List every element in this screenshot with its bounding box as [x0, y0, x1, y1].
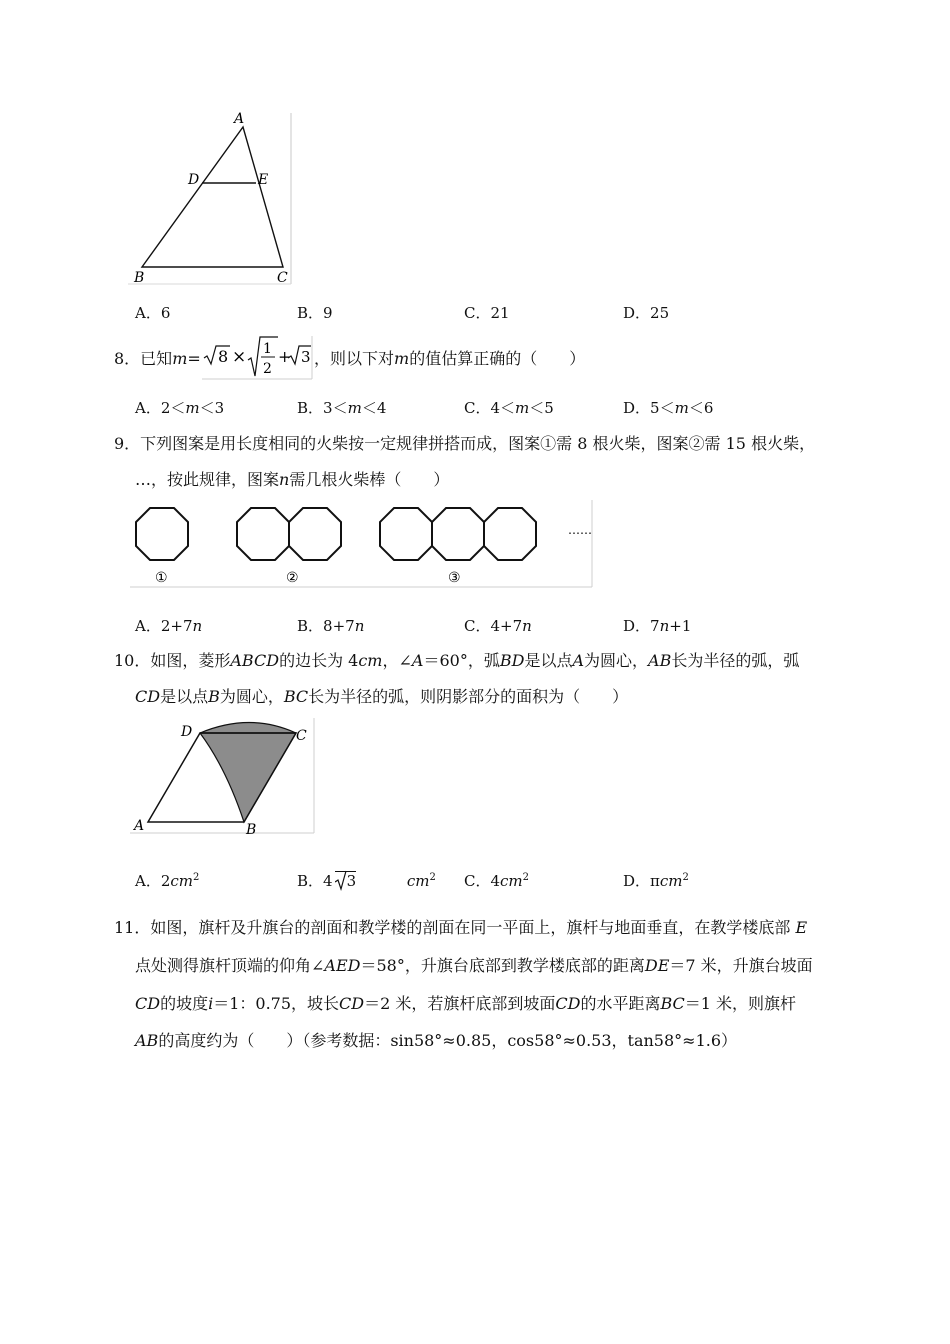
q8-stem: 8．已知m=	[114, 349, 201, 368]
q9-label-2: ②	[286, 570, 299, 586]
q11-stem-line4: AB的高度约为（ ）（参考数据：sin58°≈0.85，cos58°≈0.53，tan58°≈1.6）	[135, 1031, 738, 1050]
q7-option-a[interactable]: A．6	[135, 304, 171, 322]
q11-stem-line3: CD的坡度i＝1：0.75，坡长CD＝2 米，若旗杆底部到坡面CD的水平距离BC＝1 米，则旗杆	[135, 994, 797, 1013]
q9-option-c[interactable]: C．4+7n	[464, 617, 532, 635]
q9-dots: ……	[568, 523, 592, 537]
q9-octagon-3c	[484, 508, 536, 560]
q9-stem-line2: …，按此规律，图案n需几根火柴棒（ ）	[135, 470, 450, 489]
q9-option-d[interactable]: D．7n+1	[623, 617, 692, 635]
q9-octagon-1	[136, 508, 188, 560]
q9-octagon-2a	[237, 508, 289, 560]
q8-option-c[interactable]: C．4＜m＜5	[464, 399, 554, 417]
q9-octagon-3b	[432, 508, 484, 560]
q10-stem-line2: CD是以点B为圆心，BC长为半径的弧，则阴影部分的面积为（ ）	[135, 687, 629, 706]
q10-option-d[interactable]: D．πcm$^2$	[623, 872, 689, 890]
q10-option-c[interactable]: C．$4cm^2$	[464, 872, 530, 890]
q11-stem-line2: 点处测得旗杆顶端的仰角∠AED＝58°，升旗台底部到教学楼底部的距离DE＝7 米，升旗台坡面	[135, 956, 813, 975]
q10-shaded-region	[200, 723, 296, 823]
q7-label-c: C	[277, 270, 288, 286]
q7-label-a: A	[234, 111, 245, 127]
q7-triangle-figure	[128, 108, 298, 290]
q8-times: ×	[232, 347, 247, 367]
q10-rhombus-figure	[130, 716, 318, 836]
q10-label-a: A	[134, 818, 145, 834]
q10-label-b: B	[246, 822, 257, 836]
q7-option-d[interactable]: D．25	[623, 304, 670, 322]
q8-stem-tail: ，则以下对m的值估算正确的（ ）	[314, 349, 586, 368]
q9-option-b[interactable]: B．8+7n	[297, 617, 365, 635]
q8-plus: +	[278, 347, 292, 366]
q7-label-b: B	[134, 270, 145, 286]
q8-frac-den: 2	[263, 361, 272, 377]
q8-option-d[interactable]: D．5＜m＜6	[623, 399, 714, 417]
q8-option-b[interactable]: B．3＜m＜4	[297, 399, 387, 417]
q8-rad-8: 8	[218, 347, 229, 366]
q8-rad-3: 3	[301, 348, 311, 366]
q9-label-3: ③	[448, 570, 461, 586]
q9-option-a[interactable]: A．2+7n	[135, 617, 203, 635]
q10-stem-line1: 10．如图，菱形ABCD的边长为 4cm，∠A＝60°，弧BD是以点A为圆心，AB长为半径的弧，弧	[114, 651, 800, 670]
q7-option-b[interactable]: B．9	[297, 304, 333, 322]
q7-option-c[interactable]: C．21	[464, 304, 510, 322]
q9-octagon-2b	[289, 508, 341, 560]
q7-label-d: D	[188, 172, 200, 188]
q9-octagon-3a	[380, 508, 432, 560]
q10-option-a[interactable]: A．$2cm^2$	[135, 872, 200, 890]
q8-option-a[interactable]: A．2＜m＜3	[135, 399, 225, 417]
q9-stem-line1: 9．下列图案是用长度相同的火柴按一定规律拼搭而成，图案①需 8 根火柴，图案②需 15 根火柴，	[114, 434, 816, 453]
q11-stem-line1: 11．如图，旗杆及升旗台的剖面和教学楼的剖面在同一平面上，旗杆与地面垂直，在教学楼底部 E	[114, 918, 808, 937]
q10-label-d: D	[181, 724, 193, 740]
q9-matchstick-figure	[130, 498, 594, 590]
q10-option-b[interactable]: B．4 3 $cm^2$	[297, 872, 436, 890]
q8-frac-num: 1	[263, 341, 272, 357]
q8-formula	[202, 334, 314, 380]
q7-label-e: E	[258, 172, 269, 188]
q9-label-1: ①	[155, 570, 168, 586]
q10-label-c: C	[296, 728, 307, 744]
